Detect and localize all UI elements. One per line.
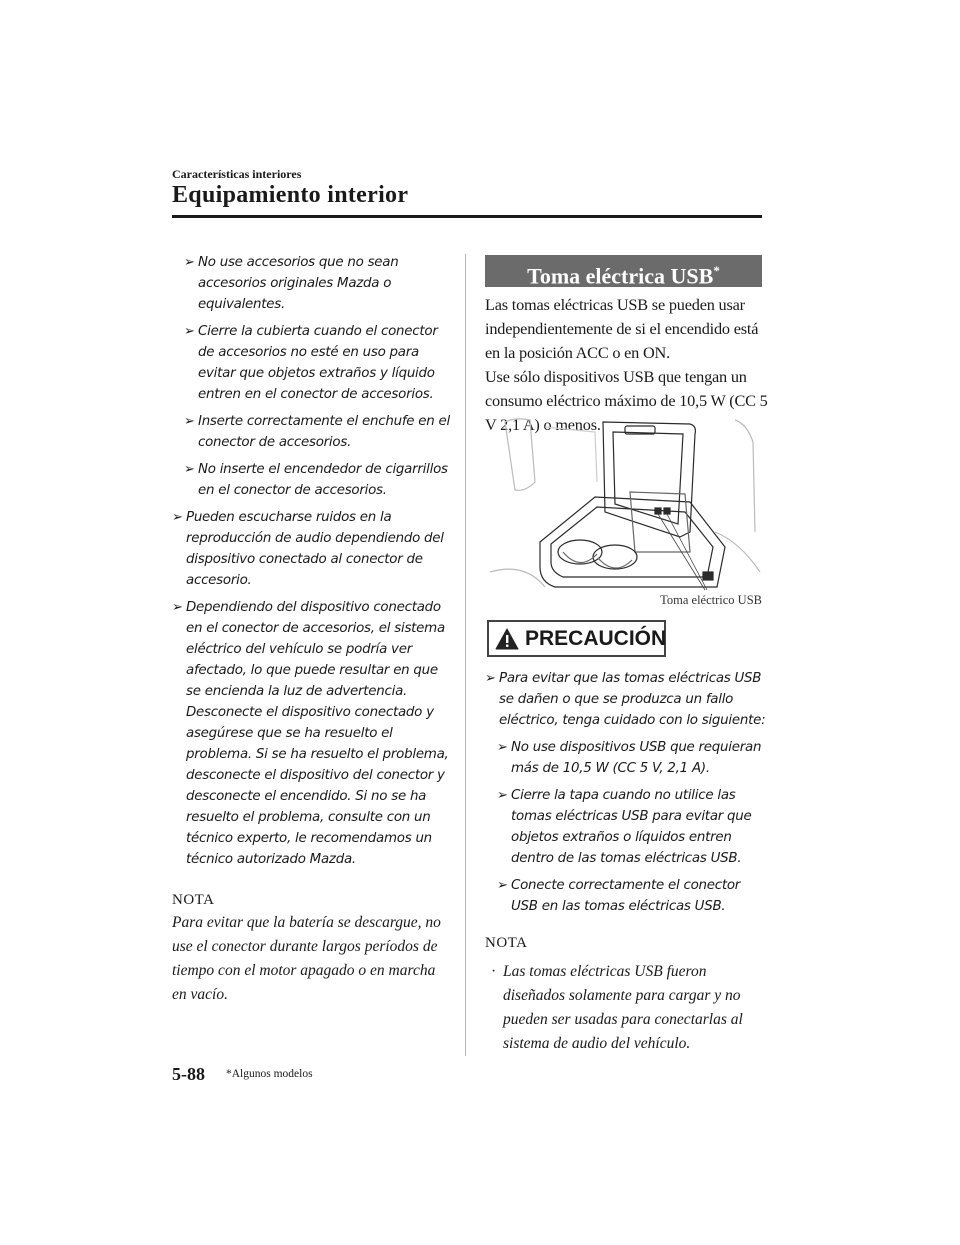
usb-paragraph-2: Use sólo dispositivos USB que tengan un consumo eléctrico máximo de 10,5 W (CC 5 V 2,1 A) o menos. (485, 367, 768, 434)
list-item: ➢ Cierre la tapa cuando no utilice las tomas eléctricas USB para evitar que objetos extraños o líquidos entren dentro de las tomas eléctricas USB. (497, 785, 767, 869)
nota-title: NOTA (485, 935, 528, 951)
warning-triangle-icon (495, 628, 519, 650)
arrow-bullet-icon: ➢ (184, 324, 195, 339)
caution-content (485, 668, 767, 1056)
caution-banner (487, 620, 666, 657)
caution-title: PRECAUCIÓN (525, 626, 667, 650)
arrow-bullet-icon: ➢ (172, 510, 183, 525)
footnote: *Algunos modelos (226, 1068, 313, 1080)
list-item: ➢ No use accesorios que no sean accesorios originales Mazda o equivalentes. (184, 252, 450, 315)
arrow-bullet-icon: ➢ (172, 600, 183, 615)
usb-paragraph-1: Las tomas eléctricas USB se pueden usar independientemente de si el encendido está en la posición ACC o en ON. (485, 295, 759, 362)
list-item: ➢ No use dispositivos USB que requieran más de 10,5 W (CC 5 V, 2,1 A). (497, 737, 767, 779)
list-item: ➢ Pueden escucharse ruidos en la reproducción de audio dependiendo del dispositivo conectado al conector de accesorio. (172, 507, 450, 591)
usb-section-heading: Toma eléctrica USB* (485, 255, 762, 287)
arrow-bullet-icon: ➢ (497, 788, 508, 803)
list-item: ➢ Cierre la cubierta cuando el conector de accesorios no esté en uso para evitar que objetos extraños y líquido entren en el conector de accesorios. (184, 321, 450, 405)
arrow-bullet-icon: ➢ (184, 414, 195, 429)
list-item: ➢ Para evitar que las tomas eléctricas USB se dañen o que se produzca un fallo eléctrico, tenga cuidado con lo siguiente: (485, 668, 767, 731)
heading-rule (172, 215, 762, 218)
nota-title: NOTA (172, 892, 215, 908)
page-title: Equipamiento interior (172, 182, 409, 208)
list-item: ➢ Conecte correctamente el conector USB en las tomas eléctricas USB. (497, 875, 767, 917)
column-divider (465, 254, 466, 1056)
usb-console-illustration (485, 412, 762, 612)
list-item: ➢ Inserte correctamente el enchufe en el conector de accesorios. (184, 411, 450, 453)
list-item: ➢ Dependiendo del dispositivo conectado en el conector de accesorios, el sistema eléctrico del vehículo se podría ver afectado, lo que puede resultar en que se encienda la luz de advertencia. Desconecte el dispositivo conectado y asegúrese que se ha resuelto el problema. Si se ha resuelto el problema, desconecte el dispositivo del conector y desconecte el encendido. Si no se ha resuelto el problema, consulte con un técnico experto, le recomendamos un técnico autorizado Mazda. (172, 597, 450, 870)
dot-bullet-icon: · (491, 963, 497, 980)
figure-callout: Toma eléctrico USB (660, 593, 762, 607)
arrow-bullet-icon: ➢ (497, 878, 508, 893)
list-item: ➢ No inserte el encendedor de cigarrillos en el conector de accesorios. (184, 459, 450, 501)
arrow-bullet-icon: ➢ (184, 462, 195, 477)
arrow-bullet-icon: ➢ (184, 255, 195, 270)
arrow-bullet-icon: ➢ (485, 671, 496, 686)
section-label: Características interiores (172, 167, 302, 181)
nota-text: Para evitar que la batería se descargue, no use el conector durante largos períodos de tiempo con el motor apagado o en marcha en vacío. (172, 914, 441, 1003)
page-number: 5-88 (172, 1064, 205, 1084)
list-item: · Las tomas eléctricas USB fueron diseñados solamente para cargar y no pueden ser usadas para conectarlas al sistema de audio del vehículo. (489, 960, 767, 1056)
left-column (172, 252, 450, 1007)
arrow-bullet-icon: ➢ (497, 740, 508, 755)
